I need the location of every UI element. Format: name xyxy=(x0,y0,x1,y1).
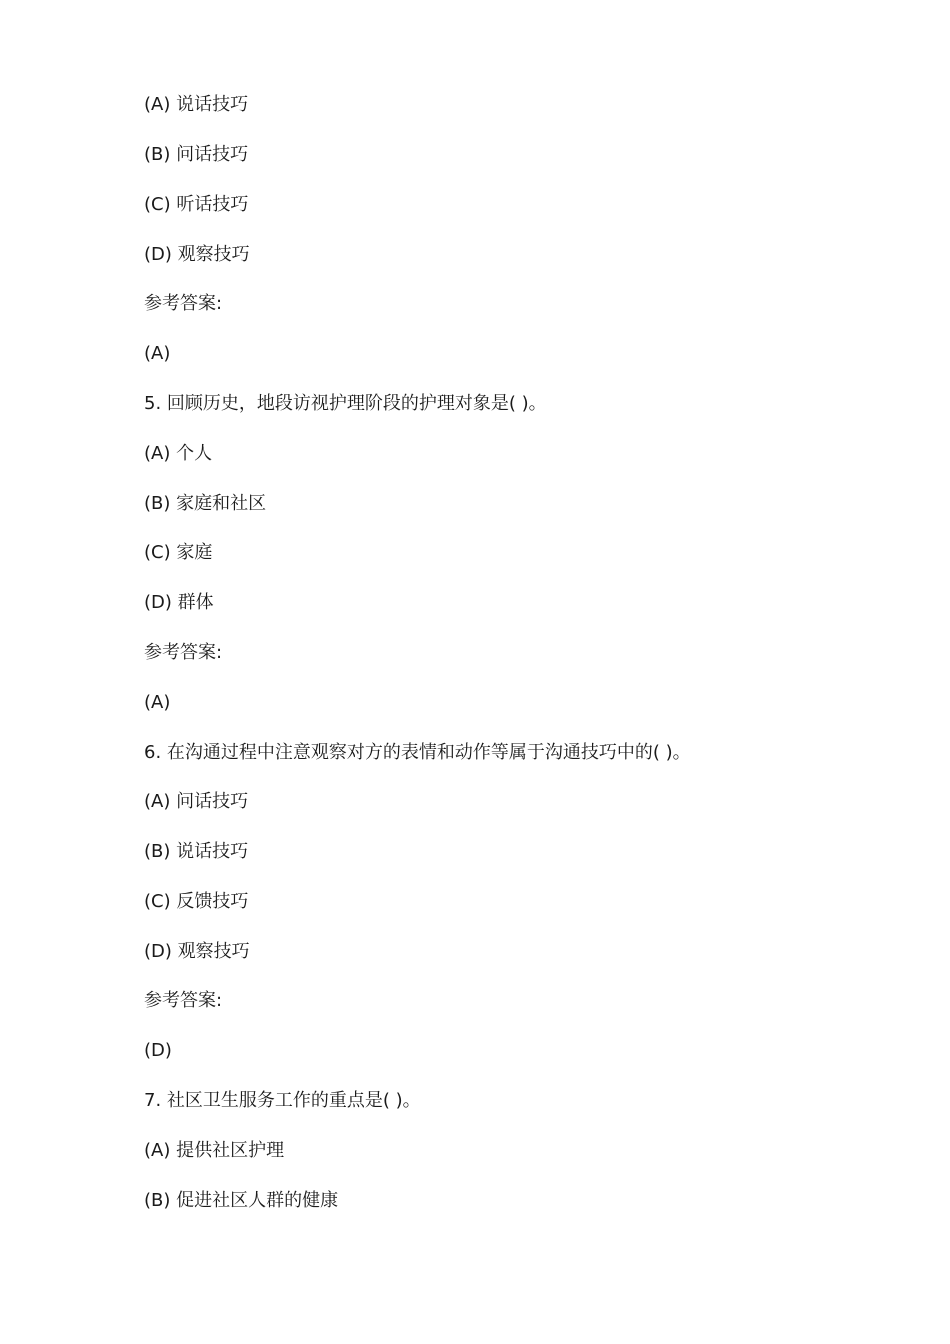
q5-question: 5. 回顾历史，地段访视护理阶段的护理对象是( )。 xyxy=(144,393,547,414)
q4-option-c: (C) 听话技巧 xyxy=(144,194,249,215)
q4-option-b: (B) 问话技巧 xyxy=(144,144,249,165)
q7-option-b: (B) 促进社区人群的健康 xyxy=(144,1190,339,1211)
q4-option-a: (A) 说话技巧 xyxy=(144,94,249,115)
q4-option-d: (D) 观察技巧 xyxy=(144,244,250,265)
q7-option-a: (A) 提供社区护理 xyxy=(144,1140,285,1161)
q6-answer-label: 参考答案: xyxy=(144,990,223,1011)
q6-option-d: (D) 观察技巧 xyxy=(144,941,250,962)
q5-answer: (A) xyxy=(144,692,171,713)
q5-option-a: (A) 个人 xyxy=(144,443,213,464)
q6-question: 6. 在沟通过程中注意观察对方的表情和动作等属于沟通技巧中的( )。 xyxy=(144,742,691,763)
q6-answer: (D) xyxy=(144,1040,172,1061)
q5-answer-label: 参考答案: xyxy=(144,642,223,663)
q7-question: 7. 社区卫生服务工作的重点是( )。 xyxy=(144,1090,421,1111)
q6-option-a: (A) 问话技巧 xyxy=(144,791,249,812)
q6-option-b: (B) 说话技巧 xyxy=(144,841,249,862)
q5-option-c: (C) 家庭 xyxy=(144,542,213,563)
q5-option-d: (D) 群体 xyxy=(144,592,214,613)
q6-option-c: (C) 反馈技巧 xyxy=(144,891,249,912)
q4-answer-label: 参考答案: xyxy=(144,293,223,314)
q4-answer: (A) xyxy=(144,343,171,364)
q5-option-b: (B) 家庭和社区 xyxy=(144,493,267,514)
